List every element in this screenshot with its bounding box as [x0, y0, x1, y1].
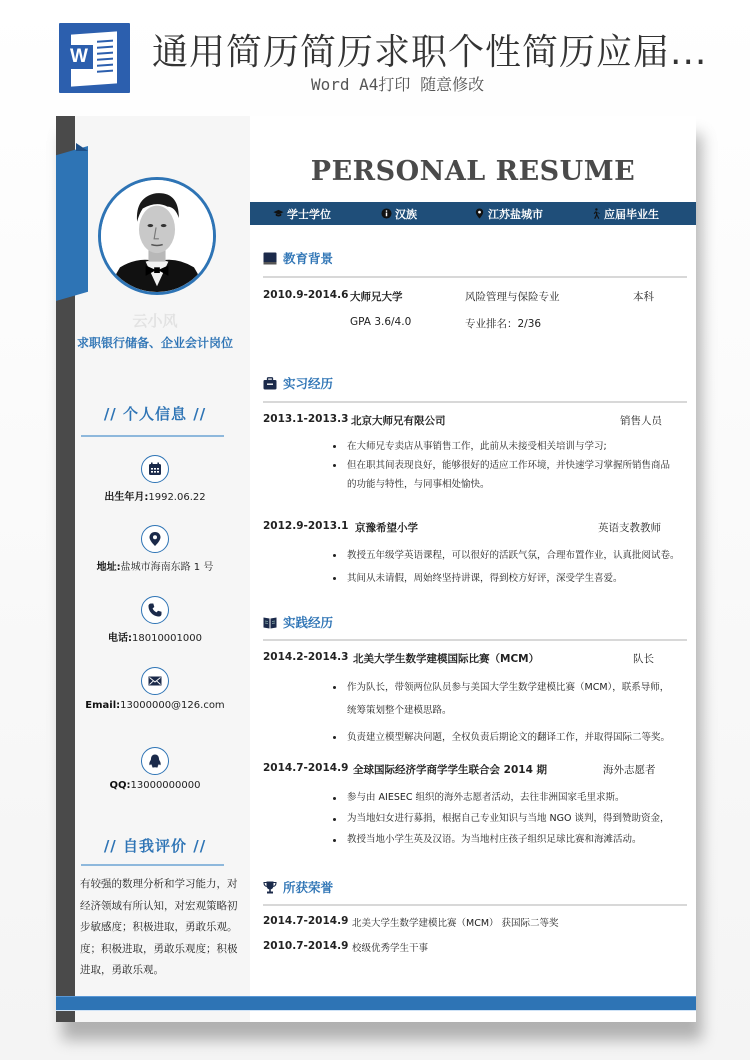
internship-date: 2013.1-2013.3 — [263, 413, 349, 425]
info-bar-text: 应届毕业生 — [604, 207, 659, 221]
qq-penguin-icon — [141, 747, 169, 775]
info-label: 电话: — [108, 633, 132, 644]
honor-date: 2014.7-2014.9 — [263, 915, 349, 927]
section-title: 实践经历 — [283, 615, 334, 630]
section-practice-heading — [263, 613, 333, 631]
info-bar-text: 学士学位 — [287, 207, 331, 221]
education-date: 2010.9-2014.6 — [263, 289, 349, 301]
info-birthdate — [75, 455, 235, 503]
info-qq — [75, 747, 235, 791]
practice-role: 海外志愿者 — [603, 764, 656, 776]
calendar-icon — [141, 455, 169, 483]
bullet-item: 在大师兄专卖店从事销售工作，此前从未接受相关培训与学习; — [330, 437, 690, 456]
bullet-item: 教授五年级学英语课程，可以很好的活跃气氛，合理布置作业，认真批阅试卷。 — [330, 544, 690, 567]
info-value: 13000000000 — [130, 780, 201, 791]
word-icon-letter: W — [65, 45, 93, 69]
section-divider — [263, 276, 687, 278]
trophy-icon — [263, 881, 277, 894]
personal-info-heading: // 个人信息 // — [103, 405, 207, 423]
info-address — [75, 525, 235, 573]
practice-bullets — [330, 676, 690, 749]
honor-text: 北美大学生数学建模比赛（MCM） 获国际二等奖 — [352, 918, 559, 929]
internship-org: 北京大师兄有限公司 — [351, 415, 446, 427]
info-circle-icon — [381, 208, 392, 219]
section-honors-heading — [263, 878, 333, 896]
self-evaluation-heading: // 自我评价 // — [103, 837, 207, 855]
honor-date: 2010.7-2014.9 — [263, 940, 349, 952]
internship-bullets — [330, 544, 690, 590]
education-rank: 专业排名：2/36 — [465, 318, 542, 330]
bullet-item: 作为队长，带领两位队员参与美国大学生数学建模比赛（MCM），联系导师， — [330, 676, 690, 699]
preview-banner — [0, 0, 750, 110]
walking-person-icon — [590, 208, 601, 219]
info-phone — [75, 596, 235, 644]
section-divider — [263, 904, 687, 906]
section-divider — [263, 401, 687, 403]
bullet-item: 但在职其间表现良好，能够很好的适应工作环境，并快速学习掌握所销售商品 — [330, 456, 690, 475]
graduation-cap-icon — [273, 208, 284, 219]
bullet-continuation: 统筹策划整个建模思路。 — [347, 705, 452, 716]
info-label: 地址: — [96, 562, 121, 573]
education-major: 风险管理与保险专业 — [465, 291, 560, 303]
map-marker-icon — [474, 208, 485, 219]
info-value: 18010001000 — [132, 633, 202, 644]
document-subtitle: Word A4打印 随意修改 — [311, 75, 485, 94]
self-evaluation-text: 有较强的数理分析和学习能力，对经济领域有所认知，对宏观策略初步敏感度；积极进取，勇敢乐观。度；积极进取，勇敢乐观度；积极进取，勇敢乐观。 — [80, 878, 238, 976]
internship-org: 京豫希望小学 — [355, 522, 418, 534]
avatar — [98, 177, 216, 295]
honor-text: 校级优秀学生干事 — [352, 943, 429, 954]
info-value: 1992.06.22 — [148, 492, 206, 503]
candidate-name: 云小风 — [132, 312, 178, 330]
info-bar-degree — [273, 206, 331, 222]
section-divider — [263, 639, 687, 641]
education-school: 大师兄大学 — [350, 291, 403, 303]
info-bar-location — [474, 206, 543, 222]
book-icon — [263, 252, 277, 265]
resume-title: PERSONAL RESUME — [310, 156, 636, 187]
resume-page — [56, 116, 696, 1022]
bullet-item: 负责建立模型解决问题，全权负责后期论文的翻译工作，并取得国际二等奖。 — [330, 726, 690, 749]
info-bar-text: 江苏盐城市 — [488, 207, 543, 221]
info-label: Email: — [85, 700, 121, 711]
bullet-item: 参与由 AIESEC 组织的海外志愿者活动，去往非洲国家毛里求斯。 — [330, 787, 690, 808]
info-label: 出生年月: — [104, 492, 149, 503]
internship-date: 2012.9-2013.1 — [263, 520, 349, 532]
bullet-continuation: 的功能与特性，与同事相处愉快。 — [347, 479, 490, 490]
bullet-item: 其间从未请假，周始终坚持讲课，得到校方好评，深受学生喜爱。 — [330, 567, 690, 590]
section-education-heading — [263, 249, 333, 267]
section-title: 所获荣誉 — [283, 880, 334, 895]
bullet-item: 为当地妇女进行募捐，根据自己专业知识与当地 NGO 谈判，得到赞助资金， — [330, 808, 690, 829]
education-gpa: GPA 3.6/4.0 — [350, 316, 412, 328]
section-title: 教育背景 — [283, 251, 334, 266]
internship-role: 英语支教教师 — [598, 522, 661, 534]
info-value: 盐城市海南东路 1 号 — [120, 562, 214, 573]
info-bar-text: 汉族 — [395, 207, 417, 221]
job-objective: 求职银行储备、企业会计岗位 — [76, 336, 233, 350]
practice-bullets — [330, 787, 690, 850]
main-content — [250, 116, 696, 1022]
section-internship-heading — [263, 374, 333, 392]
personal-info-divider — [81, 435, 224, 437]
briefcase-icon — [263, 377, 277, 390]
practice-date: 2014.2-2014.3 — [263, 651, 349, 663]
bullet-item: 教授当地小学生英及汉语。为当地村庄孩子组织足球比赛和海滩活动。 — [330, 829, 690, 850]
info-value: 13000000@126.com — [120, 700, 225, 711]
education-degree: 本科 — [633, 291, 654, 303]
internship-bullets — [330, 437, 690, 494]
basic-info-bar — [250, 202, 696, 225]
info-bar-status — [590, 206, 659, 222]
phone-icon — [141, 596, 169, 624]
open-book-icon — [263, 616, 277, 629]
word-icon — [59, 23, 130, 93]
envelope-icon — [141, 667, 169, 695]
practice-date: 2014.7-2014.9 — [263, 762, 349, 774]
section-title: 实习经历 — [283, 376, 334, 391]
info-bar-ethnicity — [381, 206, 417, 222]
practice-role: 队长 — [633, 653, 654, 665]
footer-blue-band — [56, 996, 696, 1011]
info-email — [75, 667, 235, 711]
internship-role: 销售人员 — [620, 415, 662, 427]
blue-ribbon-decoration — [56, 146, 88, 301]
portrait-photo — [101, 180, 213, 292]
practice-org: 北美大学生数学建模国际比赛（MCM） — [353, 653, 540, 665]
location-pin-icon — [141, 525, 169, 553]
self-evaluation-divider — [81, 864, 224, 866]
info-label: QQ: — [109, 780, 131, 791]
practice-org: 全球国际经济学商学学生联合会 2014 期 — [353, 764, 548, 776]
document-title: 通用简历简历求职个性简历应届... — [152, 32, 708, 73]
